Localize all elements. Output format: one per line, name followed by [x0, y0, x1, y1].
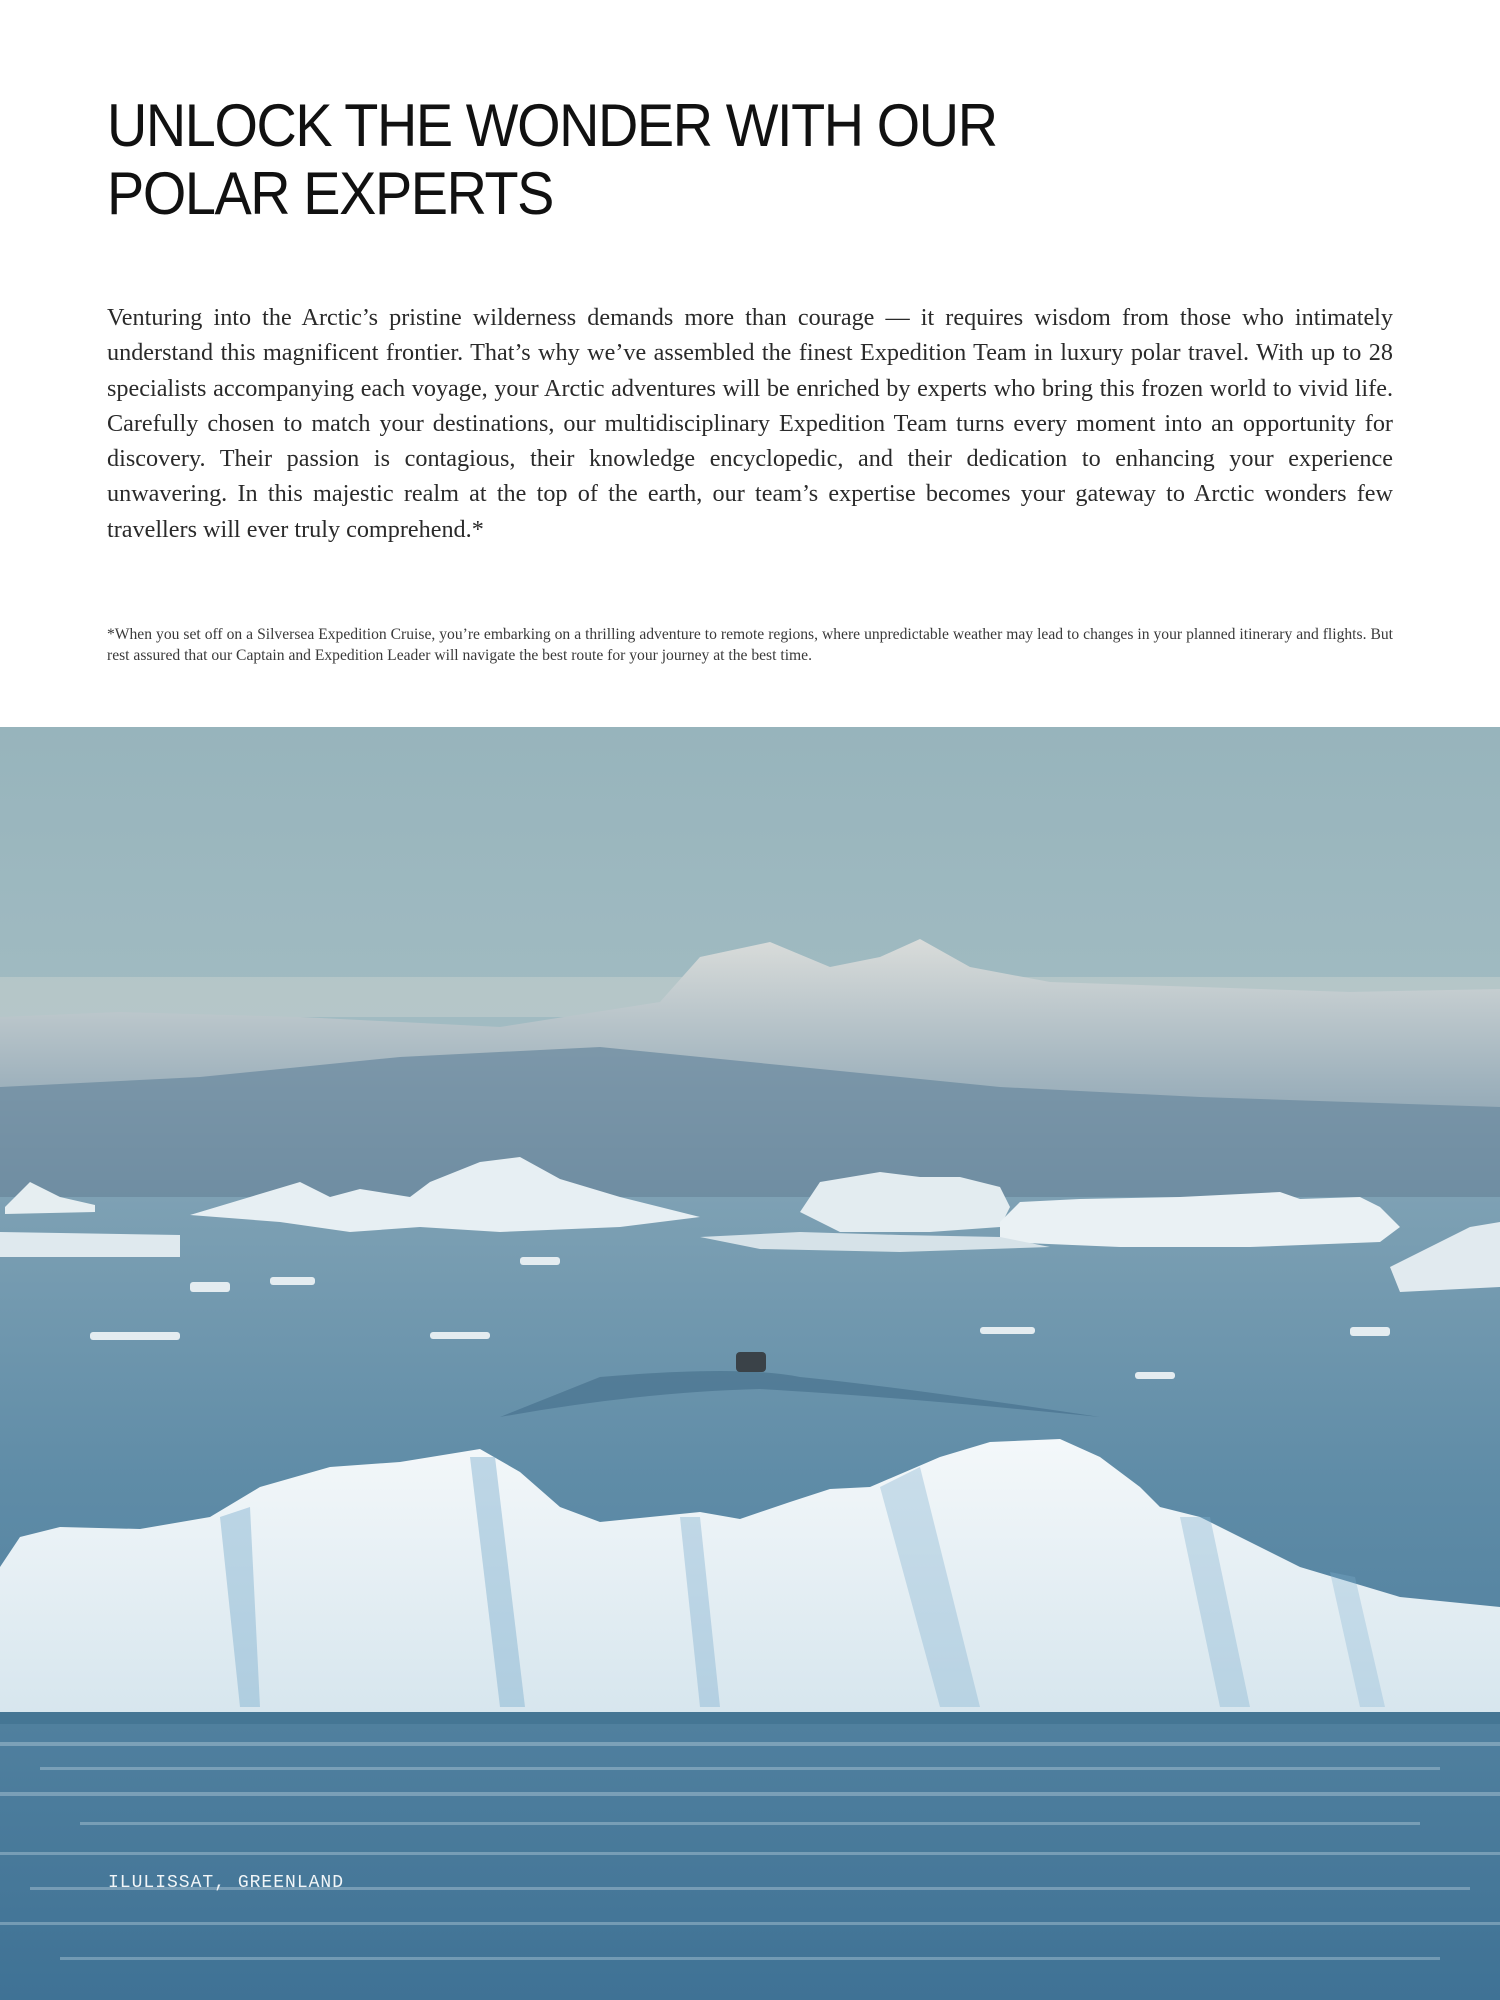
headline-line-1: UNLOCK THE WONDER WITH OUR — [107, 92, 997, 159]
body-paragraph: Venturing into the Arctic’s pristine wilderness demands more than courage — it requires wisdom from those who intimately understand this magnificent frontier. That’s why we’ve assembled the finest Expedition Team in luxury polar travel. With up to 28 specialists accompanying each voyage, your Arctic adventures will be enriched by experts who bring this frozen world to vivid life. Carefully chosen to match your destinations, our multidisciplinary Expedition Team turns every moment into an opportunity for discovery. Their passion is contagious, their knowledge encyclopedic, and their dedication to enhancing your experience unwavering. In this majestic realm at the top of the earth, our team’s expertise becomes your gateway to Arctic wonders few travellers will ever truly comprehend.* — [107, 304, 1393, 543]
photo-caption: ILULISSAT, GREENLAND — [108, 1873, 345, 1893]
photo-illustration — [0, 727, 1500, 2000]
headline — [107, 92, 1223, 228]
iceberg-photo — [0, 727, 1500, 2000]
headline-line-2: POLAR EXPERTS — [107, 160, 554, 227]
article-text-section — [107, 92, 1393, 664]
footnote: *When you set off on a Silversea Expedition Cruise, you’re embarking on a thrilling adventure to remote regions, where unpredictable weather may lead to changes in your planned itinerary and flights. But rest assured that our Captain and Expedition Leader will navigate the best route for your journey at the best time. — [107, 626, 1393, 664]
